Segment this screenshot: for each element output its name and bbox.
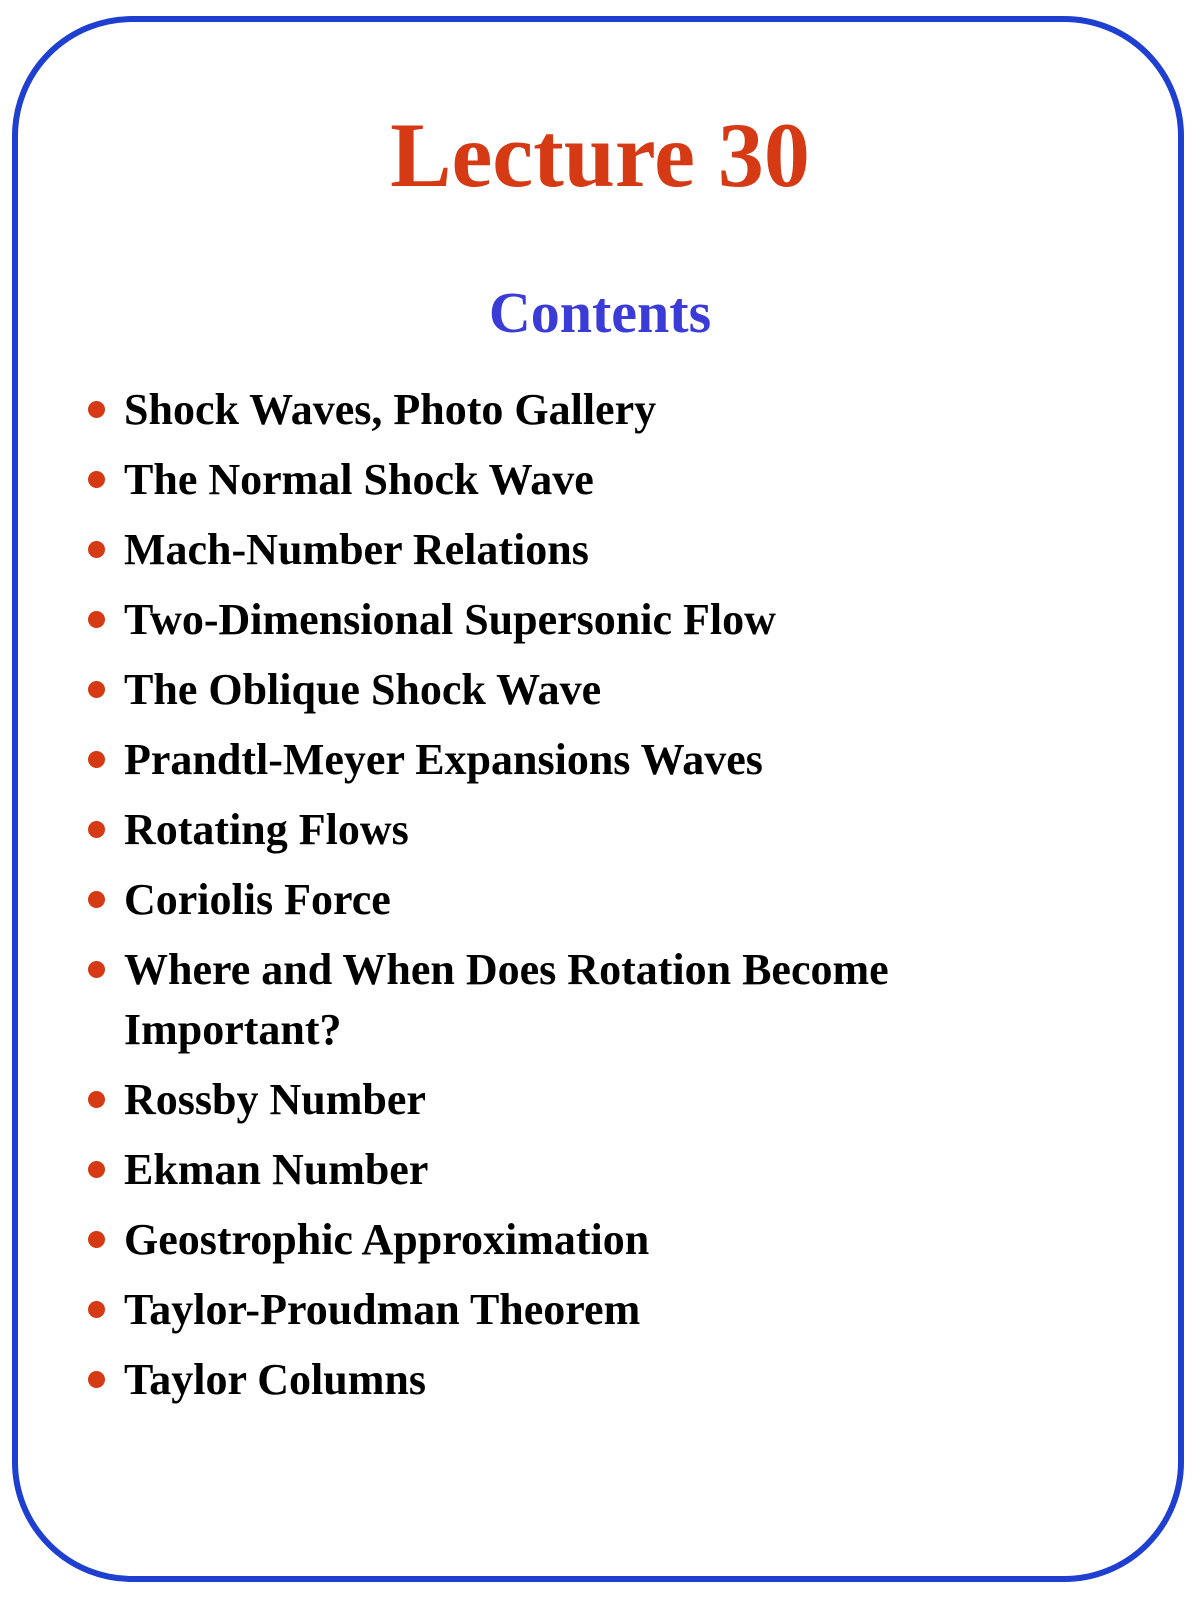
list-item	[84, 380, 1114, 440]
bullet-icon	[88, 821, 105, 838]
list-item	[84, 660, 1114, 720]
bullet-icon	[88, 1091, 105, 1108]
bullet-icon	[88, 1301, 105, 1318]
list-item	[84, 800, 1114, 860]
list-item	[84, 520, 1114, 580]
bullet-icon	[88, 681, 105, 698]
list-item	[84, 1210, 1114, 1270]
list-item-label: Rossby Number	[124, 1075, 426, 1124]
list-item-label: Rotating Flows	[124, 805, 409, 854]
list-item-label: The Normal Shock Wave	[124, 455, 594, 504]
list-item	[84, 1350, 1114, 1410]
list-item-label: Ekman Number	[124, 1145, 429, 1194]
bullet-icon	[88, 1161, 105, 1178]
bullet-icon	[88, 961, 105, 978]
list-item-label: Geostrophic Approximation	[124, 1215, 650, 1264]
list-item	[84, 1140, 1114, 1200]
list-item-label: Taylor Columns	[124, 1355, 426, 1404]
list-item	[84, 450, 1114, 510]
list-item	[84, 590, 1114, 650]
bullet-icon	[88, 541, 105, 558]
list-item-label: Taylor-Proudman Theorem	[124, 1285, 641, 1334]
bullet-icon	[88, 1371, 105, 1388]
bullet-icon	[88, 401, 105, 418]
list-item	[84, 1280, 1114, 1340]
bullet-icon	[88, 1231, 105, 1248]
list-item-label: Prandtl-Meyer Expansions Waves	[124, 735, 763, 784]
bullet-icon	[88, 751, 105, 768]
list-item	[84, 730, 1114, 790]
contents-list	[84, 380, 1114, 1420]
list-item-label: The Oblique Shock Wave	[124, 665, 602, 714]
list-item-label: Where and When Does Rotation Become Important?	[124, 945, 889, 1054]
list-item-label: Coriolis Force	[124, 875, 391, 924]
lecture-title: Lecture 30	[390, 104, 810, 206]
list-item-label: Mach-Number Relations	[124, 525, 589, 574]
bullet-icon	[88, 471, 105, 488]
list-item	[84, 1070, 1114, 1130]
contents-heading: Contents	[488, 280, 712, 345]
list-item-label: Shock Waves, Photo Gallery	[124, 385, 657, 434]
list-item	[84, 940, 1114, 1060]
list-item-label: Two-Dimensional Supersonic Flow	[124, 595, 776, 644]
bullet-icon	[88, 611, 105, 628]
list-item	[84, 870, 1114, 930]
bullet-icon	[88, 891, 105, 908]
